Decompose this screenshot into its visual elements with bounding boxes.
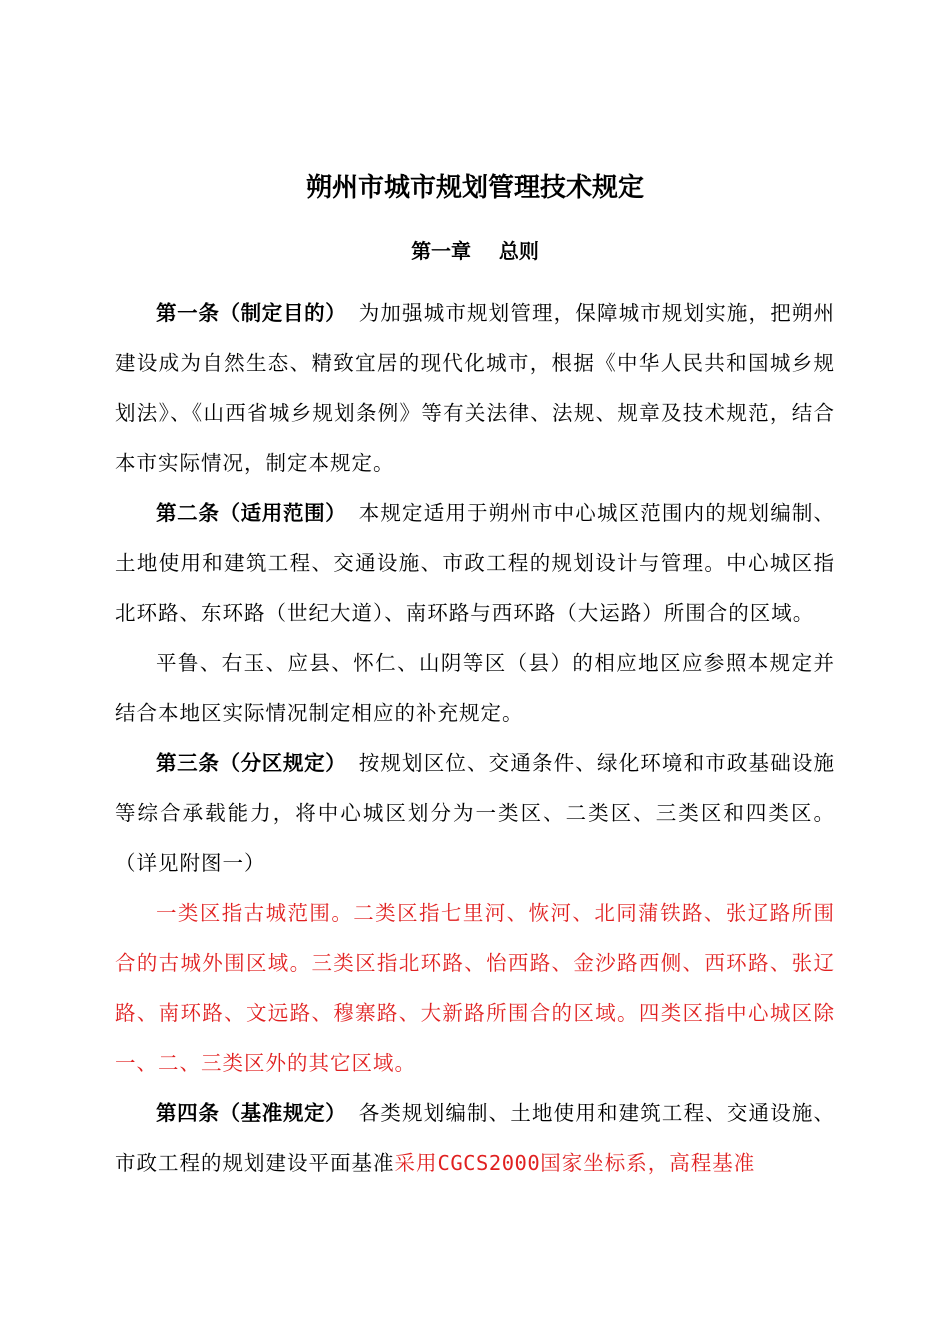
article-4-amended-text — [395, 1151, 756, 1175]
article-1-text: 为加强城市规划管理，保障城市规划实施，把朔州建设成为自然生态、精致宜居的现代化城市，根据《中华人民共和国城乡规划法》、《山西省城乡规划条例》等有关法律、法规、规章及技术规范，结合本市实际情况，制定本规定。 — [115, 301, 836, 475]
article-2-heading: 第二条（适用范围） — [156, 501, 347, 525]
article-4-red-text-2: 国家坐标系，高程基准 — [540, 1151, 756, 1175]
article-2-text: 本规定适用于朔州市中心城区范围内的规划编制、土地使用和建筑工程、交通设施、市政工程的规划设计与管理。中心城区指北环路、东环路（世纪大道）、南环路与西环路（大运路）所围合的区域。 — [115, 501, 836, 625]
article-3-heading: 第三条（分区规定） — [156, 751, 347, 775]
article-4-text: 各类规划编制、土地使用和建筑工程、交通设施、市政工程的规划建设平面基准 — [115, 1101, 836, 1175]
article-1-heading: 第一条（制定目的） — [156, 301, 347, 325]
article-4-heading: 第四条（基准规定） — [156, 1101, 347, 1125]
article-4-red-text-1: 采用 — [394, 1151, 438, 1175]
article-2-paragraph — [115, 488, 835, 638]
article-2-text-2: 平鲁、右玉、应县、怀仁、山阴等区（县）的相应地区应参照本规定并结合本地区实际情况制定相应的补充规定。 — [115, 651, 835, 725]
article-3-text-2: 一类区指古城范围。二类区指七里河、恢河、北同蒲铁路、张辽路所围合的古城外围区域。三类区指北环路、怡西路、金沙路西侧、西环路、张辽路、南环路、文远路、穆寨路、大新路所围合的区域。四类区指中心城区除一、二、三类区外的其它区域。 — [115, 901, 835, 1075]
article-4-paragraph — [115, 1088, 835, 1188]
chapter-title: 第一章 总则 — [411, 239, 539, 263]
document-body — [115, 288, 835, 1188]
article-1-paragraph — [115, 288, 835, 488]
article-3-text: 按规划区位、交通条件、绿化环境和市政基础设施等综合承载能力，将中心城区划分为一类区、二类区、三类区和四类区。（详见附图一） — [115, 751, 836, 875]
article-3-zone-definitions — [115, 888, 835, 1088]
document-title: 朔州市城市规划管理技术规定 — [305, 173, 644, 203]
article-2-paragraph-2 — [115, 638, 835, 738]
article-3-paragraph — [115, 738, 835, 888]
article-4-coordinate-system-code: CGCS2000 — [437, 1151, 541, 1175]
